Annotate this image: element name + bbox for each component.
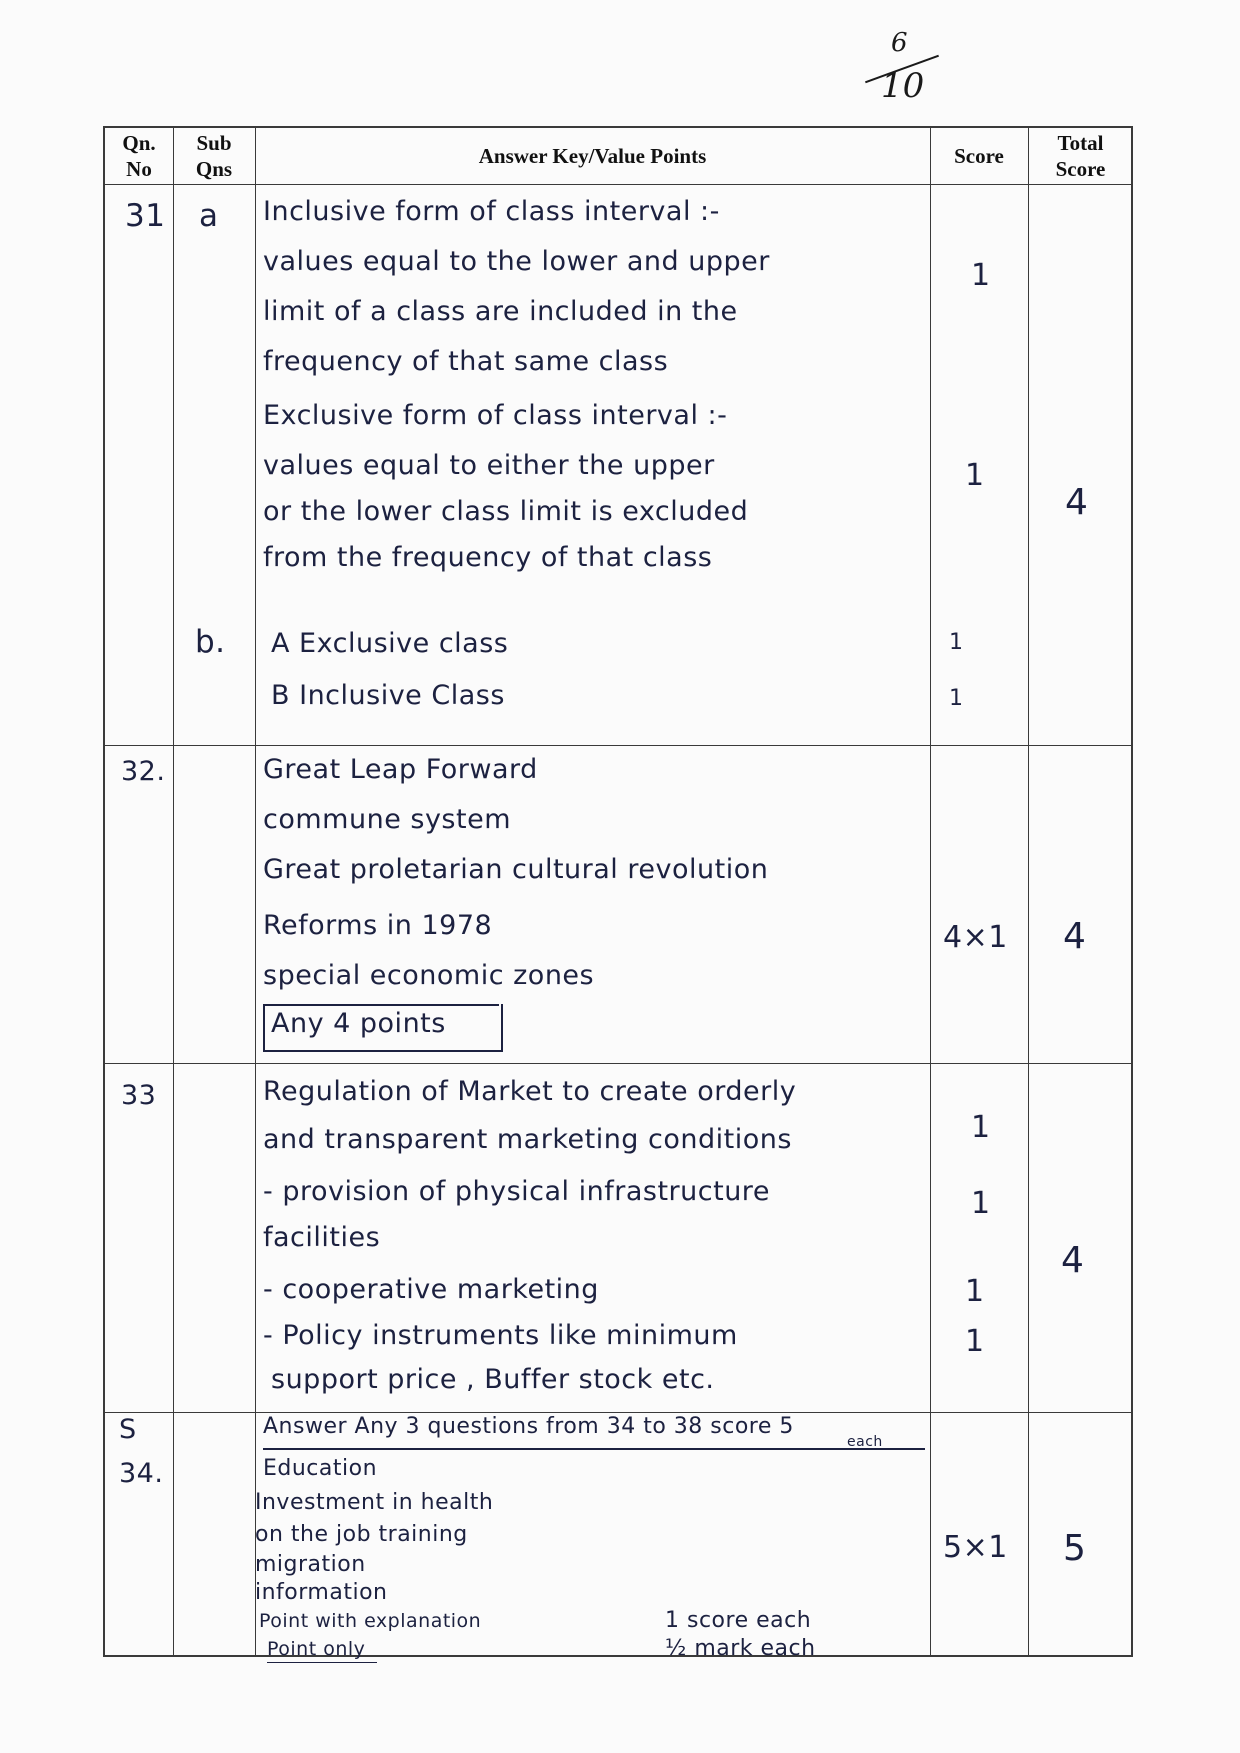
- col-divider-answer: [930, 128, 931, 1655]
- q32-note-bracket: [263, 1004, 503, 1052]
- q34-section-mark: S: [119, 1414, 137, 1445]
- q31-number: 31: [125, 198, 166, 234]
- col-divider-qn: [173, 128, 174, 1655]
- q34-line-4: migration: [255, 1552, 366, 1577]
- header-score: Score: [954, 144, 1004, 168]
- q31-b-line-2: B Inclusive Class: [271, 680, 505, 711]
- row-divider-31: [105, 745, 1131, 746]
- q31-a-score-2: 1: [965, 458, 985, 493]
- q34-instruction-underline: [263, 1448, 925, 1450]
- q31-a-line-8: from the frequency of that class: [263, 542, 713, 573]
- grade-denominator: 10: [881, 66, 925, 106]
- q31-a-line-2: values equal to the lower and upper: [263, 246, 770, 277]
- header-sub-qns: Sub Qns: [195, 131, 233, 181]
- q31-a-line-7: or the lower class limit is excluded: [263, 496, 749, 527]
- grade-numerator: 6: [891, 28, 908, 58]
- q33-line-4: facilities: [263, 1222, 381, 1253]
- q34-total: 5: [1063, 1528, 1087, 1569]
- q32-line-5: special economic zones: [263, 960, 595, 991]
- header-total-score: Total Score: [1055, 131, 1106, 181]
- q31-sub-a: a: [199, 198, 219, 234]
- q31-b-line-1: A Exclusive class: [271, 628, 509, 659]
- grade-mark: [855, 20, 945, 110]
- q33-line-1: Regulation of Market to create orderly: [263, 1076, 797, 1107]
- q34-note-underline: [267, 1662, 377, 1663]
- q31-a-score-1: 1: [971, 258, 991, 293]
- q32-line-6: Any 4 points: [271, 1008, 446, 1039]
- q33-line-7: support price , Buffer stock etc.: [271, 1364, 715, 1395]
- q33-number: 33: [121, 1080, 157, 1111]
- row-divider-header: [105, 184, 1131, 185]
- row-divider-33: [105, 1412, 1131, 1413]
- q34-note-right-1: 1 score each: [665, 1608, 812, 1633]
- header-qn-no: Qn. No: [122, 131, 156, 181]
- q31-total: 4: [1065, 482, 1089, 523]
- q32-number: 32.: [121, 756, 166, 787]
- q33-line-5: - cooperative marketing: [263, 1274, 599, 1305]
- col-divider-score: [1028, 128, 1029, 1655]
- q31-b-score-1: 1: [949, 630, 964, 655]
- q34-instruction: Answer Any 3 questions from 34 to 38 score 5: [263, 1414, 794, 1439]
- q31-a-line-1: Inclusive form of class interval :-: [263, 196, 720, 227]
- q32-total: 4: [1063, 916, 1087, 957]
- q34-line-3: on the job training: [255, 1522, 468, 1547]
- q33-line-2: and transparent marketing conditions: [263, 1124, 792, 1155]
- col-divider-sub: [255, 128, 256, 1655]
- q31-a-line-6: values equal to either the upper: [263, 450, 715, 481]
- q34-note-left-1: Point with explanation: [259, 1610, 482, 1632]
- q32-line-1: Great Leap Forward: [263, 754, 538, 785]
- q33-score-1: 1: [971, 1110, 991, 1145]
- q34-note-left-2: Point only: [267, 1638, 366, 1660]
- q33-line-6: - Policy instruments like minimum: [263, 1320, 738, 1351]
- q32-score: 4×1: [943, 920, 1008, 955]
- q33-score-3: 1: [965, 1274, 985, 1309]
- q31-b-score-2: 1: [949, 686, 964, 711]
- q34-number: 34.: [119, 1458, 164, 1489]
- q31-sub-b: b.: [195, 624, 226, 660]
- header-answer-key: Answer Key/Value Points: [478, 144, 707, 168]
- q33-line-3: - provision of physical infrastructure: [263, 1176, 770, 1207]
- q32-line-2: commune system: [263, 804, 511, 835]
- q33-total: 4: [1061, 1240, 1085, 1281]
- q34-instruction-each: each: [847, 1434, 883, 1450]
- q34-line-1: Education: [263, 1456, 378, 1481]
- answer-key-table: [103, 126, 1133, 1661]
- q32-line-3: Great proletarian cultural revolution: [263, 854, 769, 885]
- row-divider-32: [105, 1063, 1131, 1064]
- q34-line-2: Investment in health: [255, 1490, 494, 1515]
- q33-score-4: 1: [965, 1324, 985, 1359]
- q34-line-5: information: [255, 1580, 388, 1605]
- q31-a-line-4: frequency of that same class: [263, 346, 669, 377]
- q33-score-2: 1: [971, 1186, 991, 1221]
- q31-a-line-5: Exclusive form of class interval :-: [263, 400, 728, 431]
- q34-note-right-2: ½ mark each: [665, 1636, 816, 1661]
- q31-a-line-3: limit of a class are included in the: [263, 296, 738, 327]
- q32-line-4: Reforms in 1978: [263, 910, 493, 941]
- q34-score: 5×1: [943, 1530, 1008, 1565]
